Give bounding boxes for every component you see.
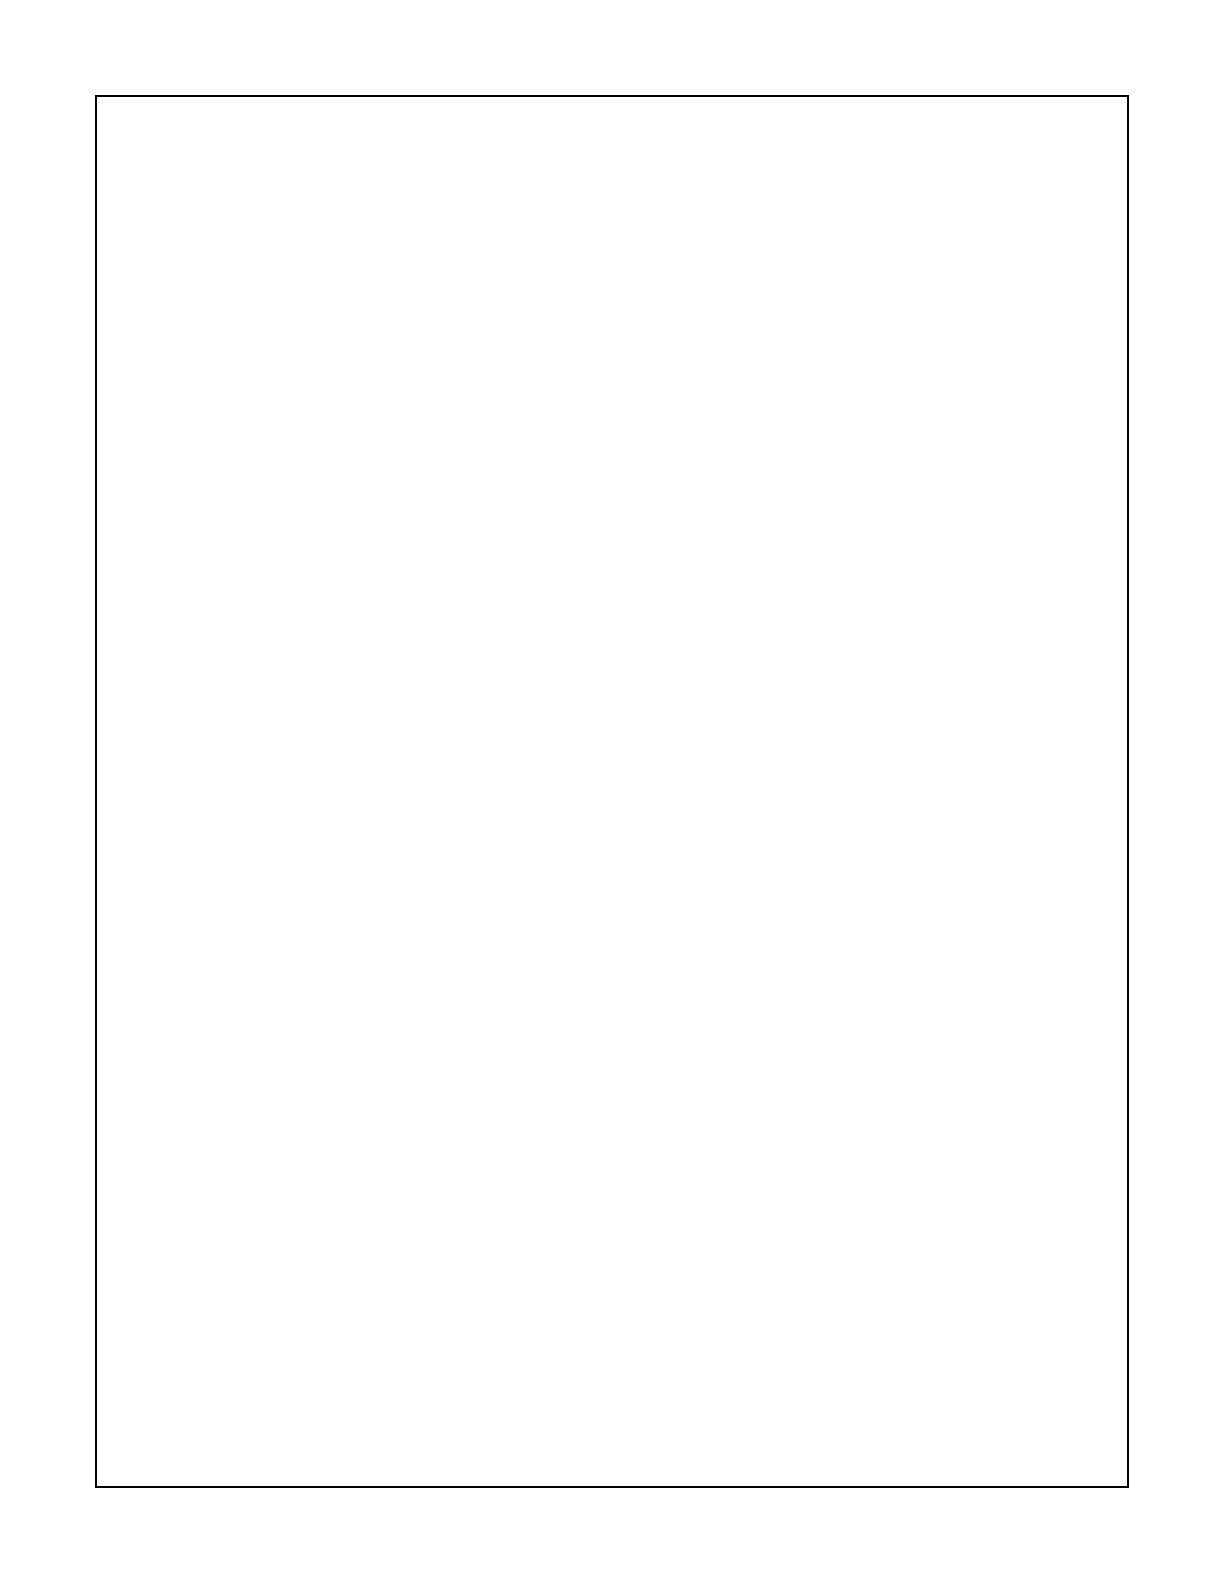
page-frame: [96, 96, 1128, 1487]
